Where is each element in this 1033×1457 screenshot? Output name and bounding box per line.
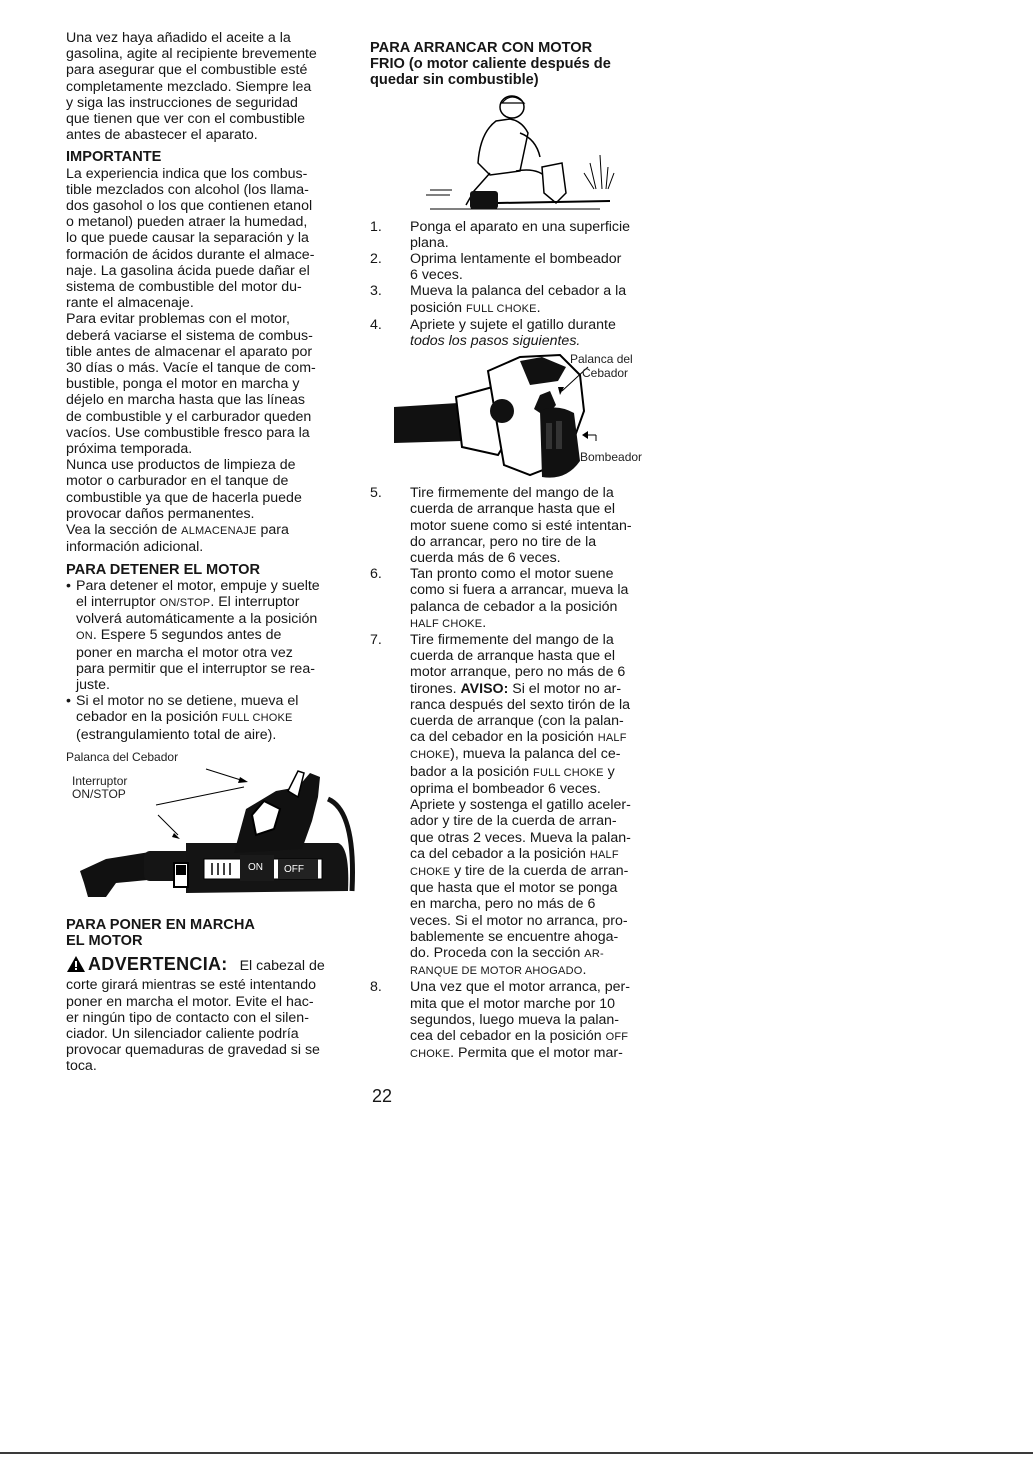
- text-line: tible antes de almacenar el aparato por: [66, 343, 313, 360]
- text-line: [76, 627, 391, 644]
- list-item: [370, 283, 690, 316]
- text-line: [76, 594, 391, 611]
- text-line: que tienen que ver con el combustible: [66, 111, 305, 128]
- text-line: • Si el motor no se detiene, mueva el: [76, 693, 299, 710]
- text-line: sistema de combustible del motor du-: [66, 279, 302, 296]
- text-fragment: tirones.: [410, 680, 461, 697]
- text-fragment: ca del cebador en la posición: [410, 729, 598, 746]
- text-line: [76, 709, 391, 726]
- text-line: o metanol) pueden atraer la humedad,: [66, 214, 308, 231]
- text-line: para permitir que el interruptor se rea-: [76, 660, 315, 677]
- text-fragment: cebador en la posición: [76, 709, 222, 726]
- text-line: rante el almacenaje.: [66, 295, 194, 312]
- text-line: y siga las instrucciones de seguridad: [66, 94, 298, 111]
- warning-line: [66, 955, 391, 977]
- list-item: [370, 632, 690, 979]
- text-line: poner en marcha el motor otra vez: [76, 644, 293, 661]
- text-line: tible mezclados con alcohol (los llama-: [66, 181, 309, 198]
- text-line: [410, 962, 690, 979]
- text-line: cuerda de arranque (con la palan-: [410, 713, 624, 730]
- text-fragment: bador a la posición: [410, 763, 534, 780]
- text-fragment: cea del cebador en la posición: [410, 1027, 606, 1044]
- text-line: 6 veces.: [410, 267, 463, 284]
- text-fragment: .: [482, 614, 487, 631]
- smallcaps-term: HALF: [589, 848, 619, 861]
- text-line: [410, 945, 690, 962]
- list-item: [370, 566, 690, 632]
- text-line: Ponga el aparato en una superficie: [410, 218, 631, 235]
- stop-engine-list: [66, 578, 391, 743]
- text-line: Apriete y sostenga el gatillo aceler-: [410, 797, 631, 814]
- text-fragment: . Espere 5 segundos antes de: [92, 627, 282, 644]
- text-line: deberá vaciarse el sistema de combus-: [66, 327, 313, 344]
- text-line: combustible ya que de hacerla puede: [66, 489, 302, 506]
- step-number: 2.: [370, 251, 382, 268]
- text-line: [410, 863, 690, 880]
- text-line: antes de abastecer el aparato.: [66, 127, 258, 144]
- text-line: [410, 846, 690, 863]
- text-fragment: El cabezal de: [239, 958, 325, 975]
- stop-engine-heading: PARA DETENER EL MOTOR: [66, 561, 261, 578]
- start-engine-heading: [66, 917, 391, 949]
- smallcaps-term: HALF: [597, 732, 627, 745]
- text-line: Apriete y sujete el gatillo durante: [410, 316, 616, 333]
- text-line: toca.: [66, 1058, 97, 1075]
- text-line: Para evitar problemas con el motor,: [66, 311, 290, 328]
- right-column: [370, 30, 690, 1062]
- text-line: Nunca use productos de limpieza de: [66, 457, 296, 474]
- heading-line: EL MOTOR: [66, 932, 143, 949]
- text-line: ranca después del sexto tirón de la: [410, 696, 631, 713]
- cold-start-heading: [370, 40, 690, 89]
- text-line: naje. La gasolina ácida puede dañar el: [66, 262, 310, 279]
- text-line: La experiencia indica que los combus-: [66, 165, 308, 182]
- text-line: Oprima lentamente el bombeador: [410, 251, 622, 268]
- text-line: [410, 1045, 690, 1062]
- smallcaps-term: CHOKE: [410, 749, 451, 762]
- list-item: [370, 317, 690, 349]
- text-line: [410, 615, 690, 632]
- bottom-rule: [0, 1452, 1033, 1454]
- text-line: plana.: [410, 234, 449, 251]
- step-number: 4.: [370, 316, 382, 333]
- text-line: dos gasohol o los que contienen etanol: [66, 198, 313, 215]
- label-switch-onstop: ON/STOP: [72, 786, 126, 801]
- smallcaps-term: FULL CHOKE: [533, 766, 604, 779]
- text-line: motor suene como si esté intentan-: [410, 517, 632, 534]
- page-number: 22: [372, 1086, 393, 1106]
- text-line: Tire firmemente del mango de la: [410, 485, 614, 502]
- text-line: Tan pronto como el motor suene: [410, 566, 614, 583]
- text-line: (estrangulamiento total de aire).: [76, 726, 277, 743]
- label-choke-lever: Palanca del Cebador: [66, 749, 179, 764]
- text-line: do arrancar, pero no tire de la: [410, 533, 597, 550]
- text-line: motor o carburador en el tanque de: [66, 473, 289, 490]
- text-line: • Para detener el motor, empuje y suelte: [76, 577, 320, 594]
- notice-label: AVISO:: [460, 680, 509, 697]
- label-choke-lever-2: Cebador: [582, 366, 629, 381]
- text-line: segundos, luego mueva la palan-: [410, 1011, 620, 1028]
- start-steps-list-b: [370, 485, 690, 1062]
- text-fragment: el interruptor: [76, 593, 160, 610]
- text-line: cuerda de arranque hasta que el: [410, 501, 616, 518]
- text-line: [410, 764, 690, 781]
- text-line: déjelo en marcha hasta que las líneas: [66, 392, 305, 409]
- text-line: volverá automáticamente a la posición: [76, 611, 318, 628]
- text-line: formación de ácidos durante el almace-: [66, 246, 315, 263]
- text-fragment: ), mueva la palanca del ce-: [450, 746, 621, 763]
- switch-on-text: ON: [248, 861, 263, 873]
- text-line: palanca de cebador a la posición: [410, 598, 618, 615]
- text-line: provocar daños permanentes.: [66, 505, 255, 522]
- text-line: de combustible y el carburador queden: [66, 408, 312, 425]
- importante-heading: IMPORTANTE: [66, 149, 162, 166]
- text-line: [410, 729, 690, 746]
- text-line: que hasta que el motor se ponga: [410, 880, 618, 897]
- smallcaps-term: OFF: [605, 1030, 629, 1043]
- text-line: mita que el motor marche por 10: [410, 995, 616, 1012]
- intro-paragraph: [66, 30, 391, 143]
- text-line: Una vez haya añadido el aceite a la: [66, 30, 291, 46]
- text-line: vacíos. Use combustible fresco para la: [66, 424, 310, 441]
- switch-off-text: OFF: [284, 863, 304, 875]
- step-number: 1.: [370, 218, 382, 235]
- smallcaps-term: AR-: [584, 947, 604, 960]
- text-line: bablemente se encuentre ahoga-: [410, 928, 619, 945]
- text-line: [410, 681, 690, 697]
- smallcaps-term: CHOKE: [410, 1048, 451, 1061]
- text-line: corte girará mientras se esté intentando: [66, 977, 316, 994]
- smallcaps-term: ON: [76, 630, 93, 643]
- text-line: poner en marcha el motor. Evite el hac-: [66, 993, 314, 1010]
- text-line: cuerda de arranque hasta que el: [410, 648, 616, 665]
- list-item: [370, 979, 690, 1062]
- text-line: completamente mezclado. Siempre lea: [66, 78, 312, 95]
- text-line: er ningún tipo de contacto con el silen-: [66, 1009, 309, 1026]
- text-fragment: .: [536, 299, 541, 316]
- text-fragment: ca del cebador a la posición: [410, 845, 590, 862]
- text-fragment: Vea la sección de: [66, 522, 182, 539]
- text-line: [66, 522, 391, 539]
- warning-block: [66, 955, 391, 1074]
- text-fragment: do. Proceda con la sección: [410, 944, 585, 961]
- text-line: oprima el bombeador 6 veces.: [410, 780, 601, 797]
- text-fragment: . Permita que el motor mar-: [450, 1045, 623, 1062]
- list-item: [66, 693, 391, 743]
- text-fragment: y tire de la cuerda de arran-: [450, 862, 629, 879]
- text-fragment: .: [582, 962, 587, 979]
- text-fragment: Si el motor no ar-: [508, 680, 622, 697]
- text-line: [410, 1028, 690, 1045]
- smallcaps-term: ALMACENAJE: [181, 525, 257, 538]
- text-line: ador y tire de la cuerda de arran-: [410, 813, 617, 830]
- text-line: como si fuera a arrancar, mueva la: [410, 582, 629, 599]
- list-item: [370, 251, 690, 283]
- text-line: [410, 746, 690, 763]
- text-line: provocar quemaduras de gravedad si se: [66, 1042, 320, 1059]
- list-item: [370, 485, 690, 566]
- figure-choke-primer: [370, 351, 670, 483]
- label-primer: Bombeador: [580, 450, 643, 465]
- smallcaps-term: HALF CHOKE: [410, 617, 483, 630]
- heading-line: quedar sin combustible): [370, 72, 539, 89]
- step-number: 7.: [370, 632, 382, 649]
- text-line: Mueva la palanca del cebador a la: [410, 283, 627, 300]
- text-fragment: posición: [410, 299, 466, 316]
- text-line: [410, 300, 690, 317]
- smallcaps-term: RANQUE DE MOTOR AHOGADO: [410, 965, 583, 978]
- smallcaps-term: ON/STOP: [159, 596, 211, 609]
- text-fragment: para: [256, 522, 289, 539]
- text-line: próxima temporada.: [66, 441, 193, 458]
- text-line: bustible, ponga el motor en marcha y: [66, 376, 300, 393]
- list-item: [370, 219, 690, 251]
- heading-line: FRIO (o motor caliente después de: [370, 56, 611, 73]
- left-column: [66, 30, 391, 1075]
- label-switch: Interruptor: [72, 773, 128, 788]
- text-line: juste.: [76, 676, 110, 693]
- smallcaps-term: FULL CHOKE: [221, 712, 293, 725]
- text-line: Una vez que el motor arranca, per-: [410, 979, 631, 996]
- text-line: veces. Si el motor no arranca, pro-: [410, 912, 628, 929]
- list-item: [66, 578, 391, 693]
- smallcaps-term: FULL CHOKE: [466, 302, 537, 315]
- text-line: para asegurar que el combustible esté: [66, 62, 308, 79]
- text-line: Tire firmemente del mango de la: [410, 632, 614, 649]
- text-line: motor arranque, pero no más de 6: [410, 664, 626, 681]
- operator-illustration: [370, 93, 670, 219]
- figure-engine-switch: [66, 751, 356, 901]
- figure-operator-starting: [370, 93, 670, 219]
- text-line: cuerda más de 6 veces.: [410, 550, 561, 567]
- start-steps-list-a: [370, 219, 690, 350]
- text-line: lo que puede causar la separación y la: [66, 230, 309, 247]
- label-choke-lever: Palanca del: [570, 352, 633, 367]
- step-number: 3.: [370, 283, 382, 300]
- step-number: 8.: [370, 979, 382, 996]
- text-line: ciador. Un silenciador caliente podría: [66, 1025, 299, 1042]
- text-line: todos los pasos siguientes.: [410, 333, 581, 350]
- text-line: que otras 2 veces. Mueva la palan-: [410, 829, 631, 846]
- importante-paragraph: [66, 166, 391, 556]
- text-fragment: y: [603, 763, 615, 780]
- warning-triangle-icon: [66, 955, 86, 977]
- step-number: 5.: [370, 485, 382, 502]
- heading-line: PARA ARRANCAR CON MOTOR: [370, 40, 593, 56]
- text-line: en marcha, pero no más de 6: [410, 896, 596, 913]
- warning-title: ADVERTENCIA:: [88, 954, 228, 975]
- heading-line: PARA PONER EN MARCHA: [66, 916, 255, 933]
- text-line: 30 días o más. Vacíe el tanque de com-: [66, 360, 316, 377]
- step-number: 6.: [370, 566, 382, 583]
- smallcaps-term: CHOKE: [410, 865, 451, 878]
- text-line: gasolina, agite al recipiente brevemente: [66, 46, 317, 63]
- text-line: información adicional.: [66, 539, 204, 556]
- text-fragment: . El interruptor: [210, 593, 300, 610]
